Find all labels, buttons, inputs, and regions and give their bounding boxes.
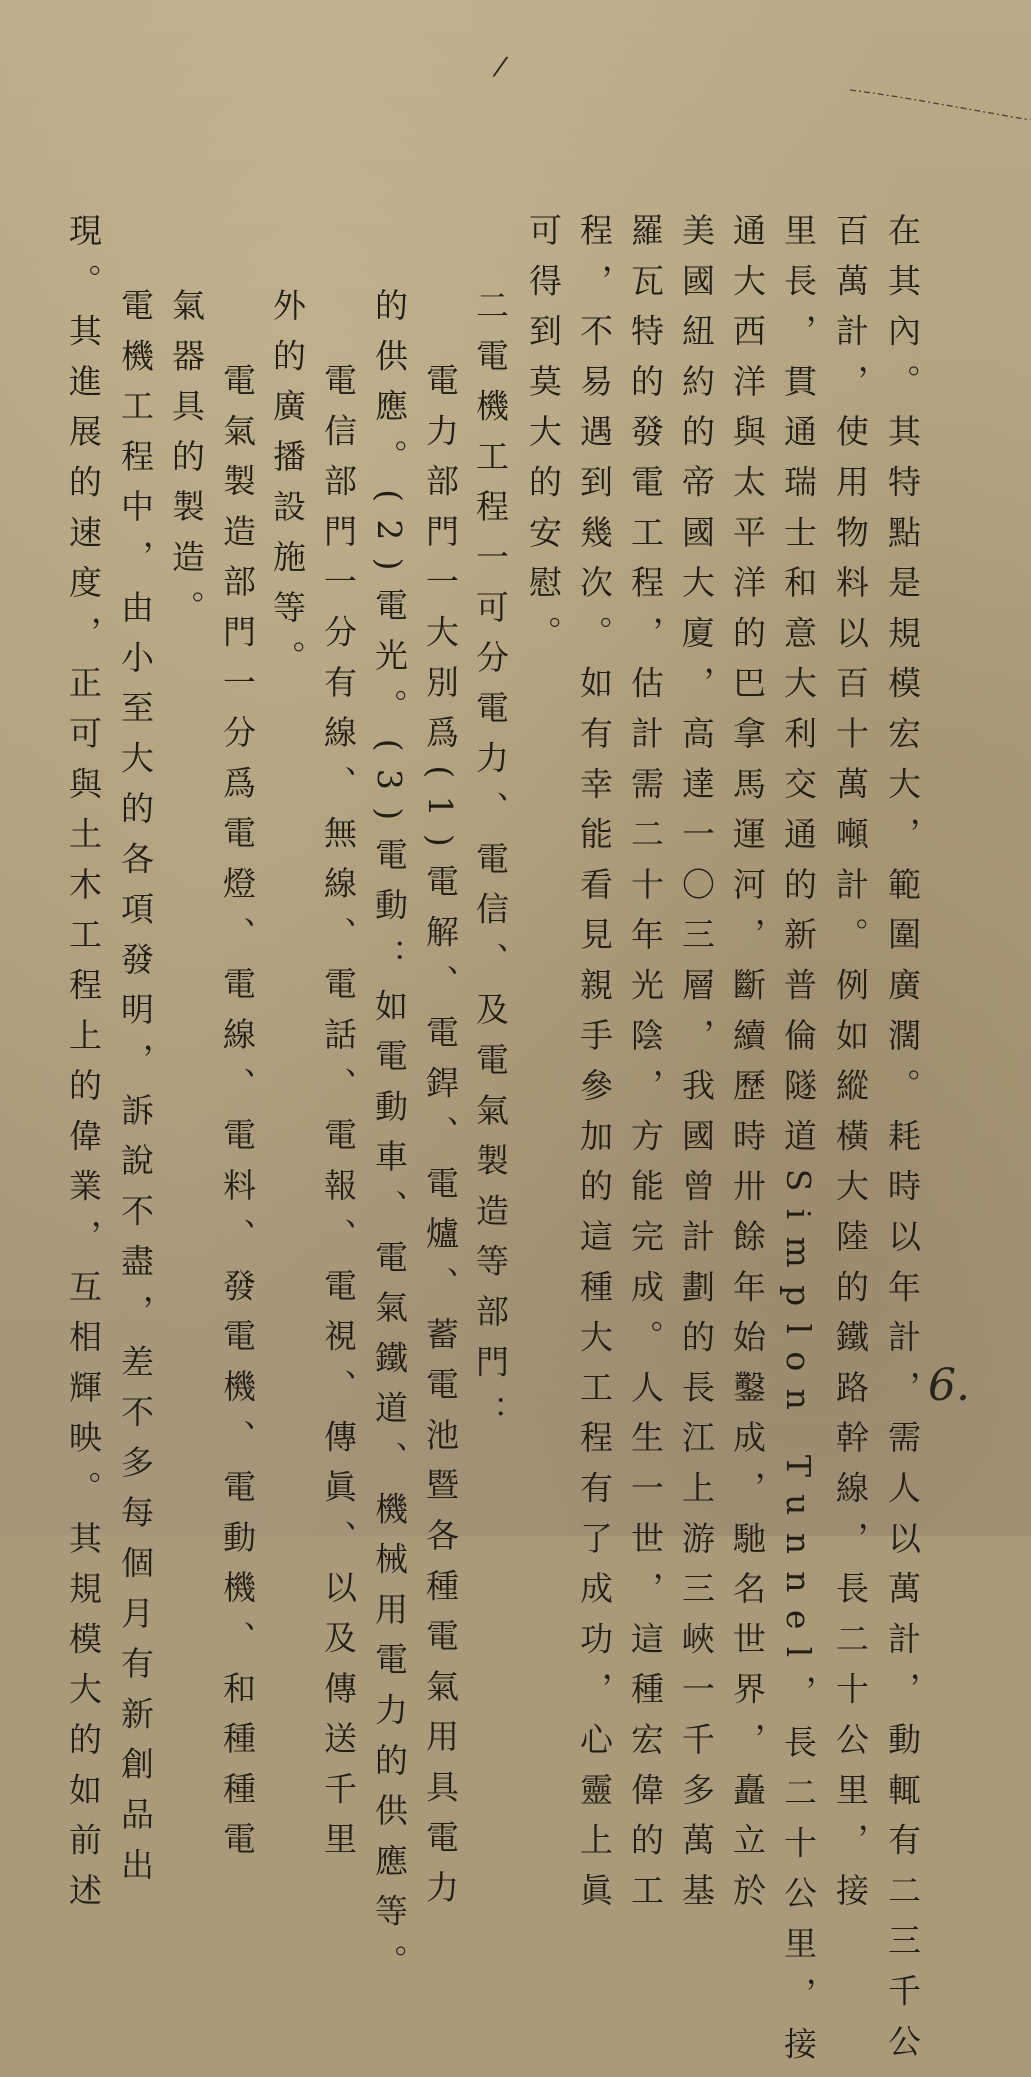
text-column-14: 電氣製造部門一分爲電燈、電線、電料、發電機、電動機、和種種電 [218,363,257,1872]
text-column-17: 現。其進展的速度，正可與土木工程上的偉業，互相輝映。其規模大的如前述 [64,213,103,1924]
text-column-9: 二電機工程一可分電力、電信、及電氣製造等部門： [471,288,510,1445]
text-column-15: 氣器具的製造。 [167,288,206,641]
text-column-1: 在其內。其特點是規模宏大，範圍廣濶。耗時以年計，需人以萬計，動輒有二三千公 [883,213,922,2075]
text-column-5: 美國紐約的帝國大廈，高達一〇三層，我國曾計劃的長江上游三峽一千多萬基 [677,213,716,1924]
text-column-2: 百萬計，使用物料以百十萬噸計。例如縱橫大陸的鐵路幹線，長二十公里，接 [831,213,870,1924]
text-column-13: 外的廣播設施等。 [268,288,307,691]
text-column-8: 可得到莫大的安慰。 [524,213,563,666]
pencil-stroke [845,85,1031,145]
text-column-6: 羅瓦特的發電工程，估計需二十年光陰，方能完成。人生一世，這種宏偉的工 [626,213,665,1924]
page-number: 6. [928,1360,970,1411]
text-column-12: 電信部門一分有線、無線、電話、電報、電視、傳眞、以及傳送千里 [319,363,358,1872]
text-column-10: 電力部門一大別爲(1)電解、電銲、電爐、蓄電池暨各種電氣用具電力 [421,363,460,1921]
text-column-3: 里長，貫通瑞士和意大利交通的新普倫隧道Simplon Tunnel，長二十公里，接 [779,213,818,2077]
text-column-11: 的供應。(2)電光。(3)電動：如電動車、電氣鐵道、機械用電力的供應等。 [370,288,409,1995]
text-column-7: 程，不易遇到幾次。如有幸能看見親手參加的這種大工程有了成功，心靈上眞 [575,213,614,1924]
folio-mark: / [493,51,507,83]
text-column-4: 通大西洋與太平洋的巴拿馬運河，斷續歷時卅餘年始鑿成，馳名世界，矗立於 [728,213,767,1924]
text-column-16: 電機工程中，由小至大的各項發明，訴說不盡，差不多每個月有新創品出 [116,288,155,1898]
